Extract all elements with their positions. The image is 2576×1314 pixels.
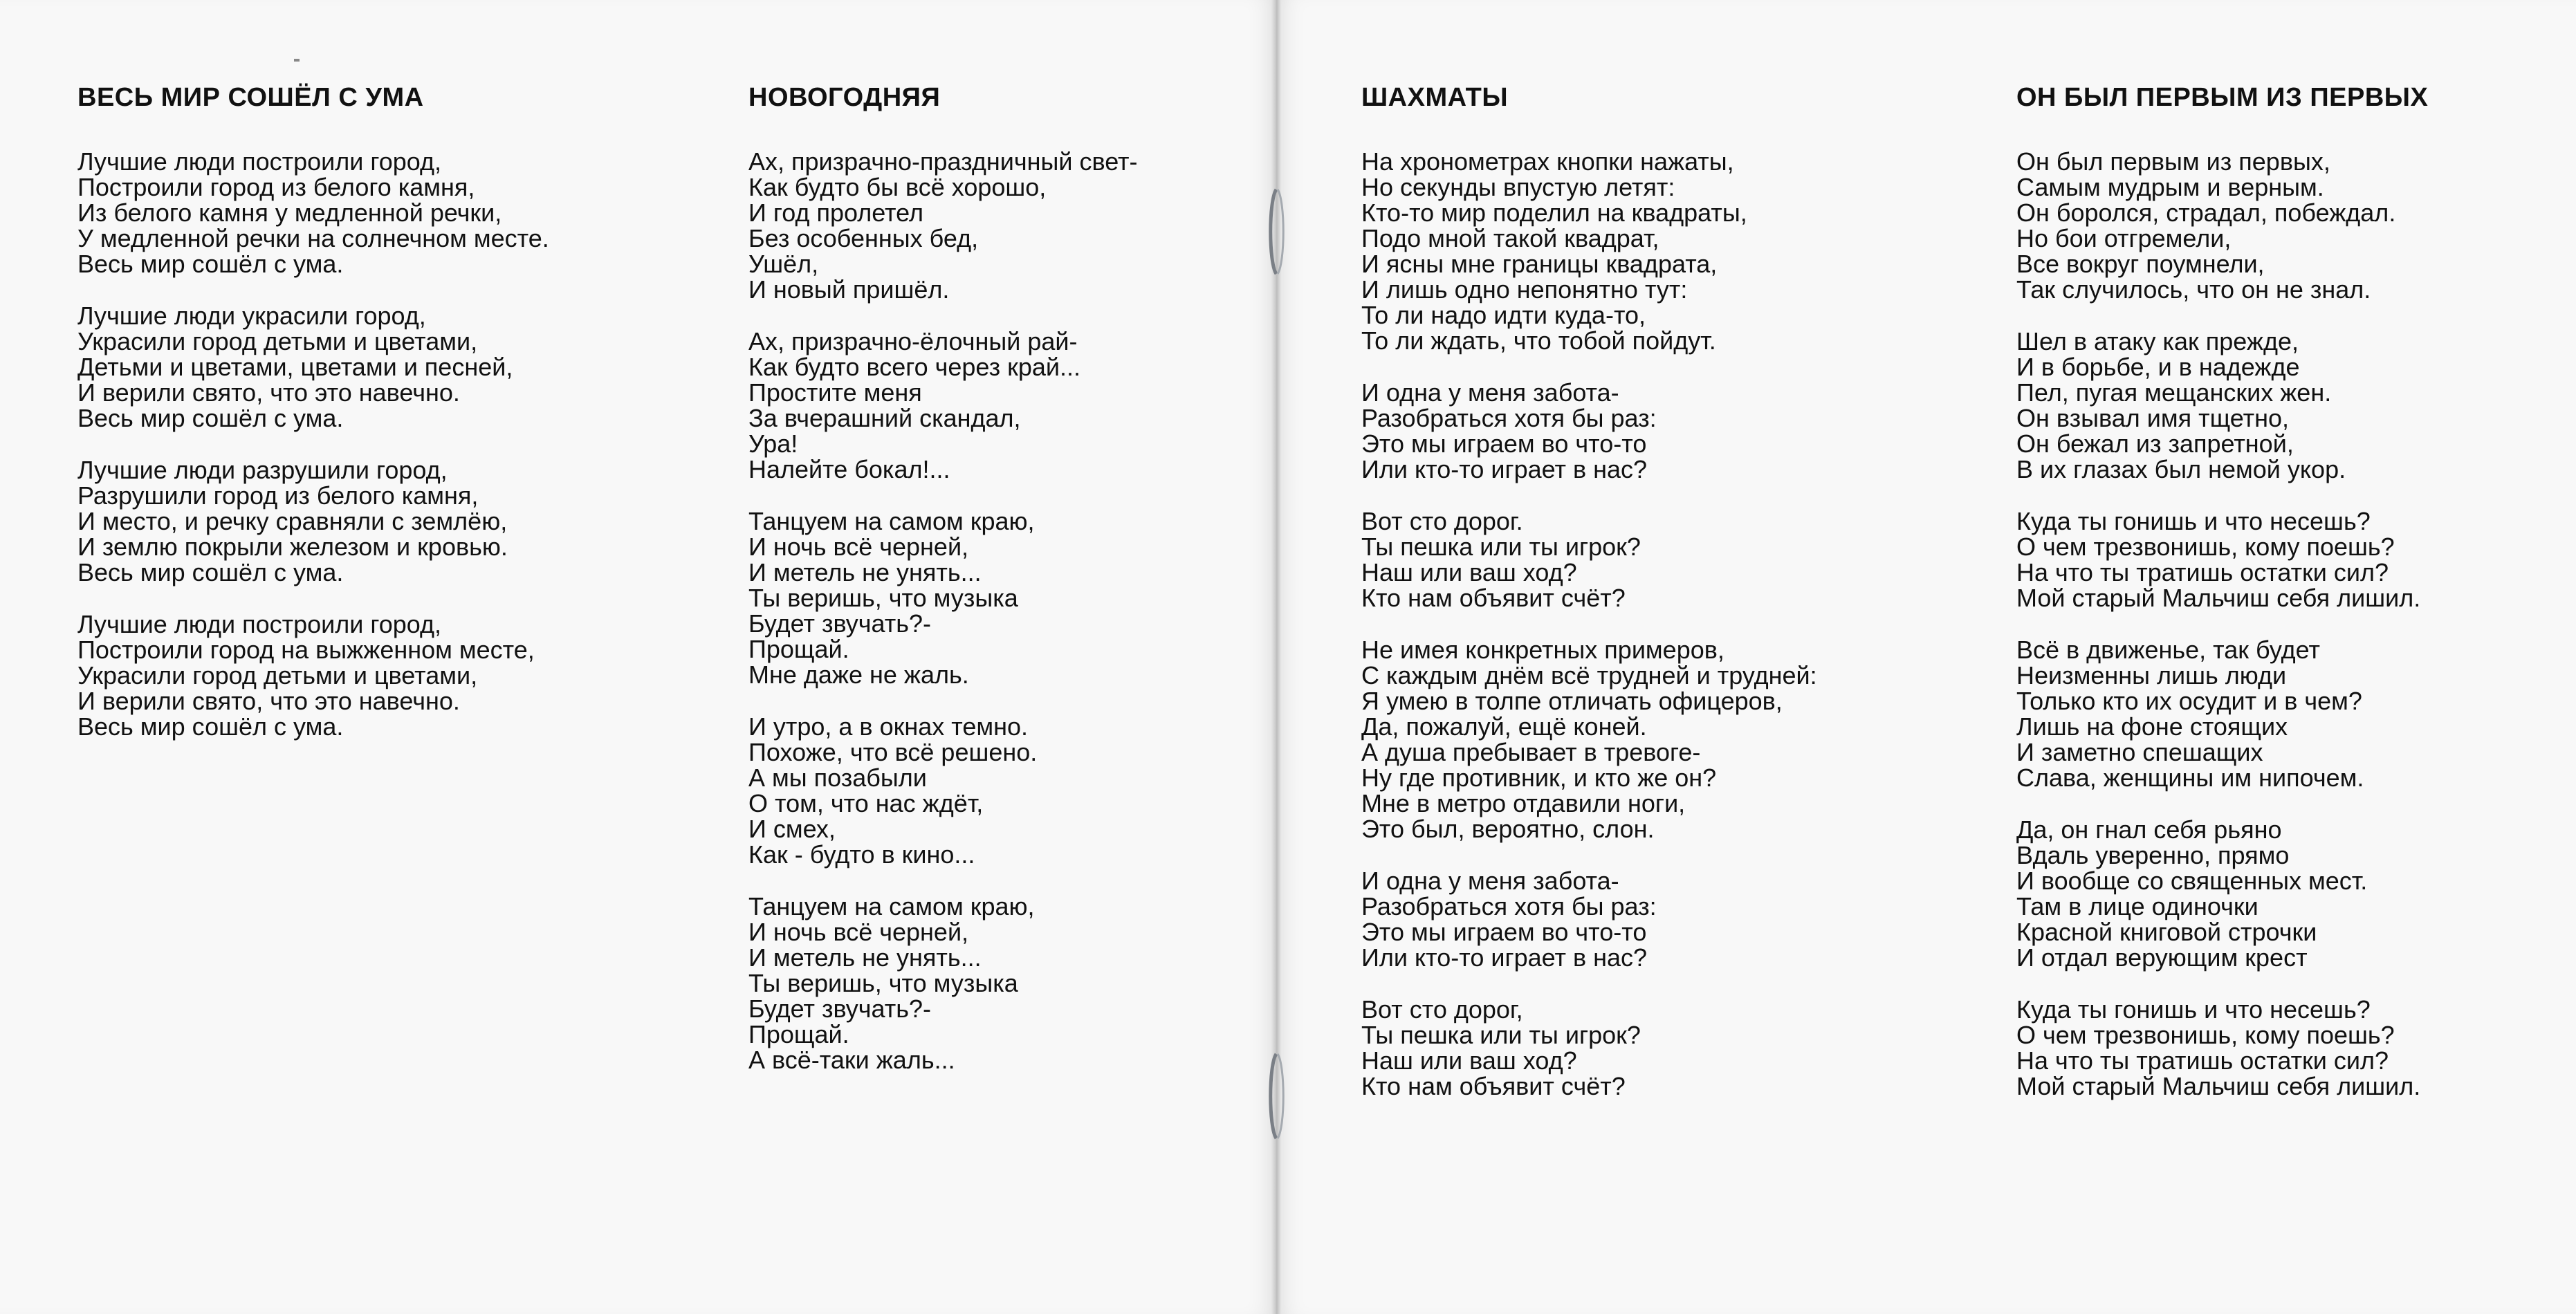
lyric-line: Ура! bbox=[748, 429, 798, 458]
lyric-line: О чем трезвонишь, кому поешь? bbox=[2016, 533, 2395, 561]
lyric-line: Ушёл, bbox=[748, 250, 819, 278]
stanza bbox=[748, 149, 1138, 302]
stanza bbox=[77, 149, 549, 277]
lyric-line: Да, он гнал себя рьяно bbox=[2016, 815, 2282, 844]
staple-top-icon bbox=[1264, 187, 1288, 277]
lyric-line: Украсили город детьми и цветами, bbox=[77, 661, 478, 690]
staple-top bbox=[1264, 187, 1288, 277]
lyric-line: То ли ждать, что тобой пойдут. bbox=[1361, 326, 1716, 355]
song-title: ШАХМАТЫ bbox=[1361, 83, 1509, 112]
song-shakhmaty bbox=[1361, 83, 1817, 1125]
lyric-line: Простите меня bbox=[748, 378, 922, 407]
lyric-line: Подо мной такой квадрат, bbox=[1361, 224, 1659, 252]
lyric-line: Украсили город детьми и цветами, bbox=[77, 327, 478, 355]
lyric-line: Только кто их осудит и в чем? bbox=[2016, 687, 2362, 715]
lyric-line: И верили свято, что это навечно. bbox=[77, 378, 460, 407]
lyric-line: И ночь всё черней, bbox=[748, 918, 969, 946]
lyric-line: А мы позабыли bbox=[748, 764, 927, 792]
stanza bbox=[1361, 508, 1817, 611]
lyric-line: Слава, женщины им нипочем. bbox=[2016, 764, 2364, 792]
lyric-line: Как будто бы всё хорошо, bbox=[748, 173, 1047, 201]
lyric-line: Или кто-то играет в нас? bbox=[1361, 943, 1647, 972]
lyric-line: И год пролетел bbox=[748, 198, 923, 227]
lyric-line: И лишь одно непонятно тут: bbox=[1361, 275, 1688, 304]
lyric-line: Разрушили город из белого камня, bbox=[77, 481, 479, 510]
lyric-line: Ну где противник, и кто же он? bbox=[1361, 764, 1717, 792]
lyric-line: Разобраться хотя бы раз: bbox=[1361, 404, 1657, 432]
lyric-line: Похоже, что всё решено. bbox=[748, 738, 1038, 766]
lyric-line: Весь мир сошёл с ума. bbox=[77, 250, 344, 278]
lyric-line: Мне в метро отдавили ноги, bbox=[1361, 789, 1686, 817]
lyric-line: И одна у меня забота- bbox=[1361, 867, 1619, 895]
lyric-line: Без особенных бед, bbox=[748, 224, 979, 252]
lyric-line: Но бои отгремели, bbox=[2016, 224, 2232, 252]
stanza bbox=[2016, 637, 2428, 790]
stanza bbox=[1361, 868, 1817, 970]
lyric-line: А душа пребывает в тревоге- bbox=[1361, 738, 1701, 766]
lyric-line: И отдал верующим крест bbox=[2016, 943, 2308, 972]
lyric-line: И заметно спешащих bbox=[2016, 738, 2263, 766]
lyric-line: Он боролся, страдал, побеждал. bbox=[2016, 198, 2396, 227]
lyric-line: Так случилось, что он не знал. bbox=[2016, 275, 2371, 304]
stanza bbox=[1361, 997, 1817, 1099]
lyric-line: И ночь всё черней, bbox=[748, 533, 969, 561]
lyric-line: Мой старый Мальчиш себя лишил. bbox=[2016, 584, 2421, 612]
stanza bbox=[1361, 380, 1817, 482]
lyric-line: Кто нам объявит счёт? bbox=[1361, 584, 1626, 612]
lyric-line: Лучшие люди разрушили город, bbox=[77, 456, 448, 484]
lyric-line: И вообще со священных мест. bbox=[2016, 867, 2368, 895]
lyric-line: Будет звучать?- bbox=[748, 994, 932, 1023]
stanza bbox=[1361, 149, 1817, 353]
lyric-line: Ты веришь, что музыка bbox=[748, 584, 1018, 612]
stanza bbox=[2016, 997, 2428, 1099]
song-title: ВЕСЬ МИР СОШЁЛ С УМА bbox=[77, 83, 424, 112]
lyric-line: Шел в атаку как прежде, bbox=[2016, 327, 2299, 355]
lyric-line: И смех, bbox=[748, 815, 836, 843]
stanza bbox=[2016, 508, 2428, 611]
lyric-line: С каждым днём всё трудней и трудней: bbox=[1361, 661, 1817, 690]
print-speck bbox=[294, 59, 300, 62]
stanza bbox=[77, 611, 549, 739]
lyric-line: Куда ты гонишь и что несешь? bbox=[2016, 507, 2371, 535]
stanza bbox=[748, 328, 1138, 482]
lyric-line: За вчерашний скандал, bbox=[748, 404, 1021, 432]
lyric-line: Я умею в толпе отличать офицеров, bbox=[1361, 687, 1783, 715]
stanza bbox=[2016, 817, 2428, 970]
lyric-line: И новый пришёл. bbox=[748, 275, 950, 304]
lyric-line: Построили город из белого камня, bbox=[77, 173, 475, 201]
song-on-byl-pervym bbox=[2016, 83, 2428, 1125]
lyric-line: Весь мир сошёл с ума. bbox=[77, 404, 344, 432]
lyric-line: Всё в движенье, так будет bbox=[2016, 636, 2320, 664]
lyric-line: Там в лице одиночки bbox=[2016, 892, 2258, 920]
lyric-line: Наш или ваш ход? bbox=[1361, 558, 1577, 586]
lyric-line: На что ты тратишь остатки сил? bbox=[2016, 558, 2389, 586]
song-novogodnyaya bbox=[748, 83, 1138, 1099]
stanza bbox=[748, 714, 1138, 867]
lyric-line: Пел, пугая мещанских жен. bbox=[2016, 378, 2332, 407]
lyric-line: Весь мир сошёл с ума. bbox=[77, 558, 344, 586]
lyric-line: Лучшие люди построили город, bbox=[77, 610, 442, 638]
stanza bbox=[1361, 637, 1817, 842]
lyric-line: Разобраться хотя бы раз: bbox=[1361, 892, 1657, 920]
staple-bottom-icon bbox=[1264, 1051, 1288, 1141]
lyric-line: Неизменны лишь люди bbox=[2016, 661, 2287, 690]
stanza bbox=[77, 303, 549, 431]
lyric-line: Или кто-то играет в нас? bbox=[1361, 455, 1647, 483]
song-title: НОВОГОДНЯЯ bbox=[748, 83, 941, 112]
lyric-line: Ты пешка или ты игрок? bbox=[1361, 533, 1641, 561]
lyric-line: На хронометрах кнопки нажаты, bbox=[1361, 147, 1734, 176]
lyric-line: И одна у меня забота- bbox=[1361, 378, 1619, 407]
stanza bbox=[2016, 149, 2428, 302]
lyric-line: Ах, призрачно-ёлочный рай- bbox=[748, 327, 1078, 355]
lyric-line: В их глазах был немой укор. bbox=[2016, 455, 2346, 483]
lyric-line: И ясны мне границы квадрата, bbox=[1361, 250, 1718, 278]
lyric-line: Все вокруг поумнели, bbox=[2016, 250, 2265, 278]
lyric-line: И верили свято, что это навечно. bbox=[77, 687, 460, 715]
lyric-line: Детьми и цветами, цветами и песней, bbox=[77, 353, 513, 381]
lyric-line: Да, пожалуй, ещё коней. bbox=[1361, 712, 1647, 741]
lyric-line: Лучшие люди построили город, bbox=[77, 147, 442, 176]
lyric-line: Как - будто в кино... bbox=[748, 840, 975, 869]
lyric-line: Лишь на фоне стоящих bbox=[2016, 712, 2288, 741]
lyric-line: И метель не унять... bbox=[748, 558, 982, 586]
lyric-line: А всё-таки жаль... bbox=[748, 1046, 955, 1074]
lyric-line: У медленной речки на солнечном месте. bbox=[77, 224, 549, 252]
staple-bottom bbox=[1264, 1051, 1288, 1141]
lyric-line: И метель не унять... bbox=[748, 943, 982, 972]
stanza bbox=[748, 894, 1138, 1073]
lyric-line: Танцуем на самом краю, bbox=[748, 507, 1035, 535]
lyric-line: Это мы играем во что-то bbox=[1361, 429, 1647, 458]
lyric-line: Вдаль уверенно, прямо bbox=[2016, 841, 2290, 869]
lyric-line: То ли надо идти куда-то, bbox=[1361, 301, 1646, 329]
lyric-line: Ах, призрачно-праздничный свет- bbox=[748, 147, 1138, 176]
lyric-line: Весь мир сошёл с ума. bbox=[77, 712, 344, 741]
lyric-line: Как будто всего через край... bbox=[748, 353, 1081, 381]
lyric-line: И место, и речку сравняли с землёю, bbox=[77, 507, 508, 535]
lyric-line: Мне даже не жаль. bbox=[748, 660, 969, 689]
lyric-line: Будет звучать?- bbox=[748, 609, 932, 638]
lyric-line: О чем трезвонишь, кому поешь? bbox=[2016, 1021, 2395, 1049]
stanza bbox=[2016, 328, 2428, 482]
lyric-line: Танцуем на самом краю, bbox=[748, 892, 1035, 920]
lyric-line: Куда ты гонишь и что несешь? bbox=[2016, 995, 2371, 1024]
lyric-line: Налейте бокал!... bbox=[748, 455, 950, 483]
song-title: ОН БЫЛ ПЕРВЫМ ИЗ ПЕРВЫХ bbox=[2016, 83, 2429, 112]
lyric-line: Из белого камня у медленной речки, bbox=[77, 198, 502, 227]
lyric-line: Он бежал из запретной, bbox=[2016, 429, 2294, 458]
lyric-line: Наш или ваш ход? bbox=[1361, 1046, 1577, 1075]
lyric-line: Лучшие люди украсили город, bbox=[77, 302, 426, 330]
lyric-line: Но секунды впустую летят: bbox=[1361, 173, 1675, 201]
lyric-line: Кто нам объявит счёт? bbox=[1361, 1072, 1626, 1100]
lyric-line: Это мы играем во что-то bbox=[1361, 918, 1647, 946]
song-ves-mir bbox=[77, 83, 549, 766]
lyric-line: Не имея конкретных примеров, bbox=[1361, 636, 1724, 664]
lyric-line: И землю покрыли железом и кровью. bbox=[77, 533, 508, 561]
lyric-line: Самым мудрым и верным. bbox=[2016, 173, 2324, 201]
lyric-line: Он взывал имя тщетно, bbox=[2016, 404, 2290, 432]
stanza bbox=[77, 457, 549, 585]
lyric-line: Он был первым из первых, bbox=[2016, 147, 2330, 176]
lyric-line: Красной книговой строчки bbox=[2016, 918, 2317, 946]
lyric-line: Мой старый Мальчиш себя лишил. bbox=[2016, 1072, 2421, 1100]
lyric-line: Ты веришь, что музыка bbox=[748, 969, 1018, 997]
lyric-line: О том, что нас ждёт, bbox=[748, 789, 984, 817]
lyric-line: Это был, вероятно, слон. bbox=[1361, 815, 1655, 843]
lyric-line: На что ты тратишь остатки сил? bbox=[2016, 1046, 2389, 1075]
stanza bbox=[748, 508, 1138, 687]
lyric-line: Ты пешка или ты игрок? bbox=[1361, 1021, 1641, 1049]
lyric-line: Прощай. bbox=[748, 1020, 849, 1048]
lyric-line: Вот сто дорог. bbox=[1361, 507, 1523, 535]
lyric-line: И в борьбе, и в надежде bbox=[2016, 353, 2300, 381]
lyric-line: Вот сто дорог, bbox=[1361, 995, 1523, 1024]
lyric-line: Прощай. bbox=[748, 635, 849, 663]
lyric-line: Кто-то мир поделил на квадраты, bbox=[1361, 198, 1747, 227]
lyric-line: И утро, а в окнах темно. bbox=[748, 712, 1028, 741]
lyric-line: Построили город на выжженном месте, bbox=[77, 636, 535, 664]
